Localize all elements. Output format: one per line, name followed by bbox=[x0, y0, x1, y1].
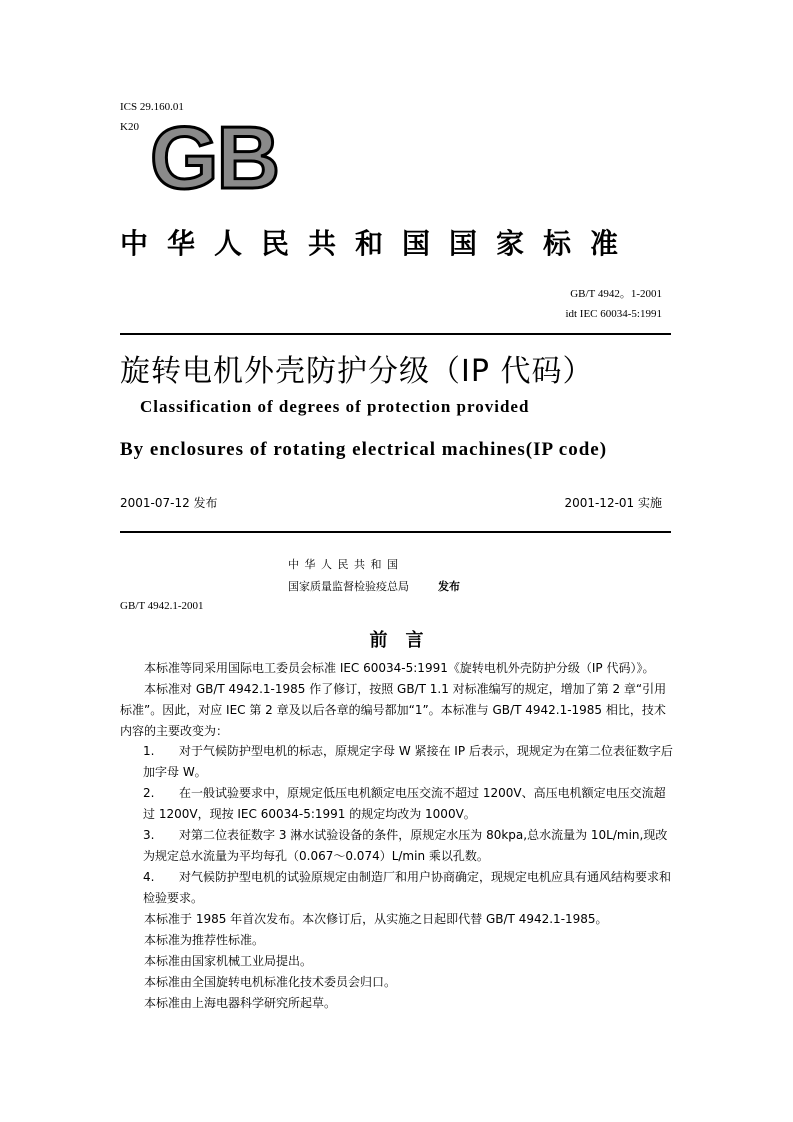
top-rule bbox=[120, 333, 671, 335]
item-text: 对于气候防护型电机的标志，原规定字母 W 紧接在 IP 后表示，现规定为在第二位表征数字后加字母 W。 bbox=[143, 744, 673, 779]
preface-paragraph-7: 本标准由上海电器科学研究所起草。 bbox=[144, 996, 337, 1010]
preface-paragraph-1: 本标准等同采用国际电工委员会标准 IEC 60034-5:1991《旋转电机外壳防护分级（IP 代码）》。 bbox=[144, 661, 655, 675]
equivalence-note: idt IEC 60034-5:1991 bbox=[565, 308, 662, 320]
title-english-line2: By enclosures of rotating electrical machines(IP code) bbox=[120, 439, 608, 460]
preface-paragraph-5: 本标准由国家机械工业局提出。 bbox=[144, 954, 313, 968]
bottom-rule bbox=[120, 531, 671, 533]
change-item-2 bbox=[143, 783, 673, 825]
issue-date: 2001-07-12 发布 bbox=[120, 496, 218, 510]
change-item-1 bbox=[143, 741, 673, 783]
gb-logo-text: GB bbox=[150, 118, 278, 194]
national-standard-title: 中华人民共和国国家标准 bbox=[120, 227, 638, 260]
item-text: 对第二位表征数字 3 淋水试验设备的条件，原规定水压为 80kpa,总水流量为 10L/min,现改为规定总水流量为平均每孔（0.067～0.074）L/min 乘以孔数。 bbox=[143, 828, 668, 863]
change-item-3 bbox=[143, 825, 673, 867]
preface-paragraph-3: 本标准于 1985 年首次发布。本次修订后，从实施之日起即代替 GB/T 4942.1-1985。 bbox=[144, 912, 608, 926]
preface-paragraph-4: 本标准为推荐性标准。 bbox=[144, 933, 265, 947]
implementation-date: 2001-12-01 实施 bbox=[564, 496, 662, 510]
publish-action: 发布 bbox=[438, 580, 460, 593]
ics-code: ICS 29.160.01 bbox=[120, 101, 184, 113]
item-number: 3. bbox=[143, 828, 155, 842]
item-number: 2. bbox=[143, 786, 155, 800]
preface-paragraph-6: 本标准由全国旋转电机标准化技术委员会归口。 bbox=[144, 975, 397, 989]
gb-logo bbox=[148, 118, 326, 194]
title-english-line1: Classification of degrees of protection provided bbox=[140, 397, 530, 416]
change-item-4 bbox=[143, 867, 673, 909]
item-number: 1. bbox=[143, 744, 155, 758]
running-header: GB/T 4942.1-2001 bbox=[120, 600, 204, 612]
preface-heading: 前 言 bbox=[369, 630, 424, 651]
publisher-agency: 国家质量监督检验疫总局 bbox=[288, 580, 409, 593]
standard-number: GB/T 4942。1-2001 bbox=[570, 288, 662, 300]
item-number: 4. bbox=[143, 870, 155, 884]
title-chinese: 旋转电机外壳防护分级（IP 代码） bbox=[120, 354, 594, 389]
item-text: 在一般试验要求中，原规定低压电机额定电压交流不超过 1200V、高压电机额定电压交流超过 1200V，现按 IEC 60034-5:1991 的规定均改为 1000V。 bbox=[143, 786, 666, 821]
preface-paragraph-2: 本标准对 GB/T 4942.1-1985 作了修订，按照 GB/T 1.1 对标准编写的规定，增加了第 2 章“引用标准”。因此，对应 IEC 第 2 章及以后各章的编号都加“1”。本标准与 GB/T 4942.1-1985 相比，技术内容的主要改变为： bbox=[120, 682, 667, 738]
item-text: 对气候防护型电机的试验原规定由制造厂和用户协商确定，现规定电机应具有通风结构要求和检验要求。 bbox=[143, 870, 672, 905]
classification-code: K20 bbox=[120, 121, 139, 133]
publisher-country: 中 华 人 民 共 和 国 bbox=[288, 558, 399, 571]
